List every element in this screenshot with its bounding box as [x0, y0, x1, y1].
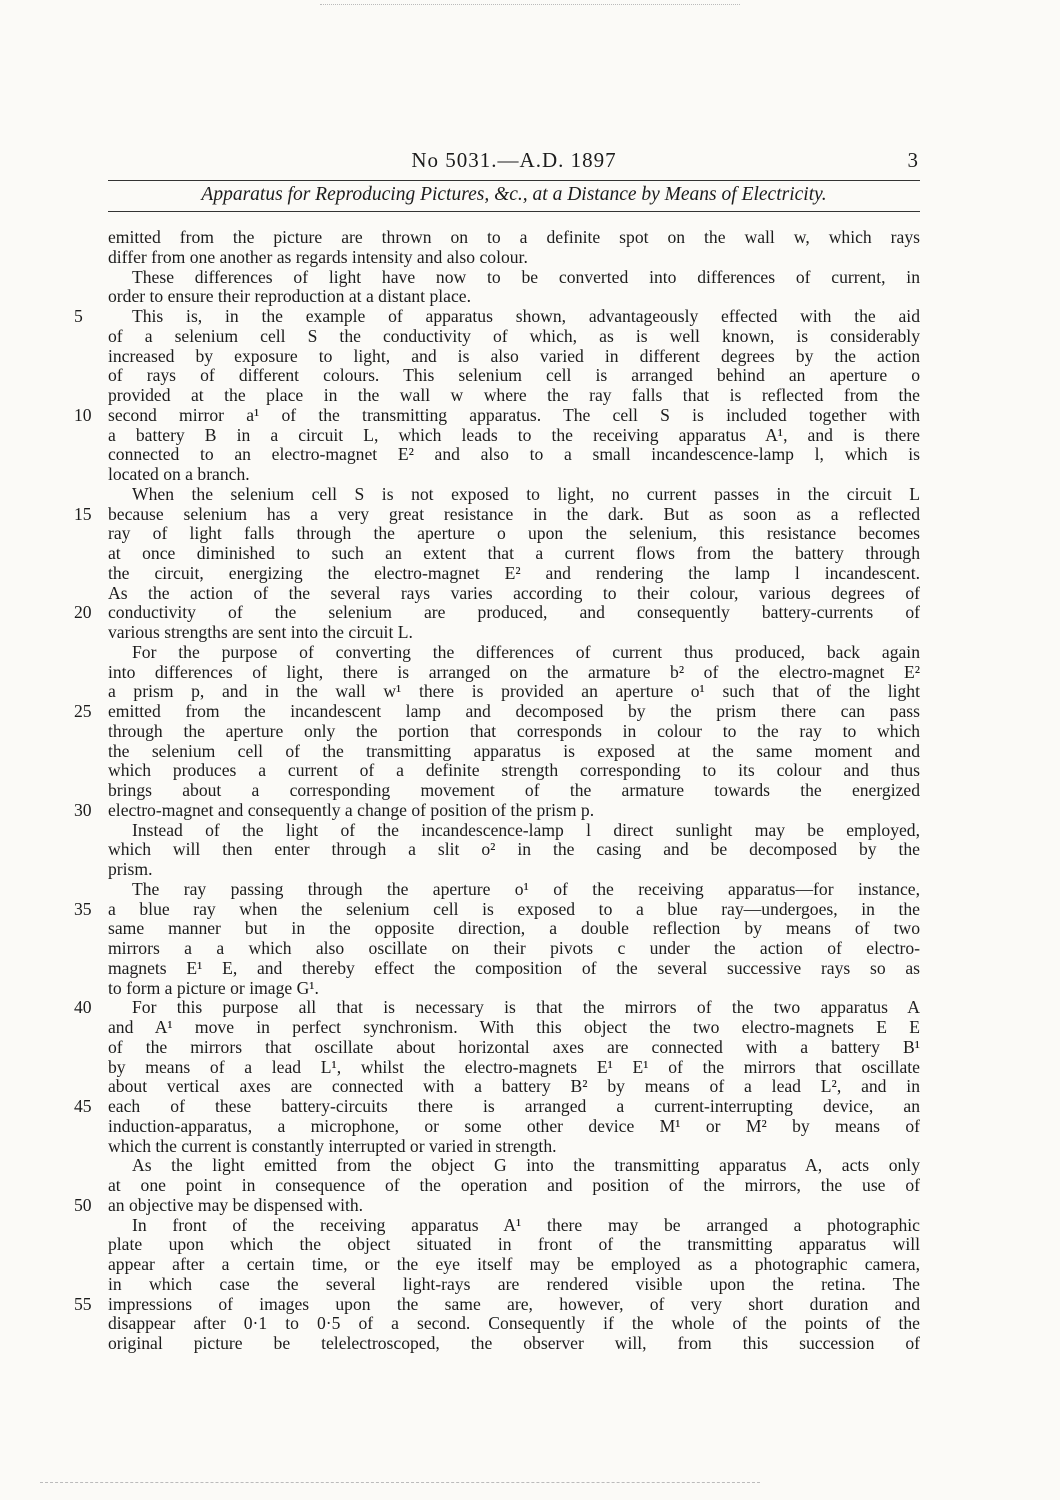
line-text: of the mirrors that oscillate about horizontal axes are connected with a battery B¹ — [108, 1036, 920, 1057]
text-line — [108, 1314, 920, 1334]
text-line — [108, 465, 920, 485]
text-line — [108, 1077, 920, 1097]
text-line — [74, 799, 920, 821]
line-text: located on a branch. — [108, 464, 250, 484]
text-line — [108, 860, 920, 880]
line-text: which produces a current of a definite strength corresponding to its colour and thus — [108, 760, 920, 781]
line-text: As the action of the several rays varies according to their colour, various degrees of — [108, 582, 920, 603]
line-text: emitted from the picture are thrown on to a definite spot on the wall w, which rays — [108, 227, 920, 247]
line-text: brings about a corresponding movement of the armature towards the energized — [108, 780, 920, 800]
text-line — [74, 503, 920, 525]
line-text: appear after a certain time, or the eye itself may be employed as a photographic camera, — [108, 1254, 920, 1274]
text-line — [108, 1176, 920, 1196]
text-line — [74, 701, 920, 722]
text-line — [108, 524, 920, 544]
line-number: 55 — [74, 1293, 92, 1314]
bottom-edge-specks — [40, 1482, 760, 1489]
line-number: 5 — [74, 306, 83, 326]
line-number: 35 — [74, 898, 92, 919]
text-line — [108, 426, 920, 446]
text-line — [108, 1275, 920, 1295]
patent-number: No 5031.—A.D. 1897 — [411, 148, 617, 172]
line-number: 50 — [74, 1194, 92, 1215]
line-text: same manner but in the opposite direction, a double reflection by means of two — [108, 918, 920, 939]
text-line — [108, 1137, 920, 1157]
line-text: order to ensure their reproduction at a distant place. — [108, 286, 471, 307]
line-text: These differences of light have now to be converted into differences of current, in — [132, 266, 920, 287]
line-text: connected to an electro-magnet E² and also to a small incandescence-lamp l, which is — [108, 444, 920, 465]
line-text: the circuit, energizing the electro-magnet E² and rendering the lamp l incandescent. — [108, 562, 920, 583]
line-text: because selenium has a very great resistance in the dark. But as soon as a reflected — [108, 503, 920, 524]
line-text: an objective may be dispensed with. — [108, 1194, 364, 1215]
line-text: a battery B in a circuit L, which leads to the receiving apparatus A¹, and is there — [108, 424, 920, 445]
text-line — [108, 959, 920, 979]
text-line — [108, 742, 920, 762]
text-line — [108, 564, 920, 584]
line-text: increased by exposure to light, and is also varied in different degrees by the action — [108, 345, 920, 366]
line-number: 15 — [74, 503, 92, 524]
line-text: of a selenium cell S the conductivity of which, as is well known, is considerably — [108, 325, 920, 346]
line-text: In front of the receiving apparatus A¹ there may be arranged a photographic — [132, 1214, 920, 1235]
line-text: induction-apparatus, a microphone, or some other device M¹ or M² by means of — [108, 1115, 920, 1136]
line-text: magnets E¹ E, and thereby effect the composition of the several successive rays so as — [108, 957, 920, 978]
text-line — [108, 643, 920, 663]
text-line — [108, 821, 920, 841]
text-line — [108, 663, 920, 683]
text-line — [108, 761, 920, 781]
page-header — [108, 148, 920, 178]
text-line — [108, 485, 920, 505]
line-text: plate upon which the object situated in front of the transmitting apparatus will — [108, 1234, 920, 1255]
line-text: into differences of light, there is arranged on the armature b² of the electro-magnet E² — [108, 661, 920, 682]
running-title: Apparatus for Reproducing Pictures, &c., at a Distance by Means of Electricity. — [201, 184, 827, 205]
text-line — [108, 584, 920, 604]
line-text: and A¹ move in perfect synchronism. With this object the two electro-magnets E E — [108, 1017, 920, 1037]
line-text: second mirror a¹ of the transmitting apparatus. The cell S is included together with — [108, 404, 920, 425]
line-text: electro-magnet and consequently a change of position of the prism p. — [108, 799, 595, 820]
text-line — [108, 248, 920, 268]
line-text: each of these battery-circuits there is arranged a current-interrupting device, an — [108, 1096, 920, 1116]
line-text: Instead of the light of the incandescence-lamp l direct sunlight may be employed, — [132, 819, 920, 840]
line-number: 10 — [74, 404, 92, 425]
line-text: about vertical axes are connected with a battery B² by means of a lead L², and in — [108, 1076, 920, 1097]
line-text: differ from one another as regards intensity and also colour. — [108, 246, 528, 267]
line-number: 30 — [74, 799, 92, 820]
page-number: 3 — [907, 148, 918, 172]
line-text: For this purpose all that is necessary is that the mirrors of the two apparatus A — [132, 997, 920, 1018]
line-number: 20 — [74, 602, 92, 623]
line-text: For the purpose of converting the differences of current thus produced, back again — [132, 641, 920, 662]
text-line — [108, 722, 920, 742]
line-text: provided at the place in the wall w where the ray falls that is reflected from the — [108, 385, 920, 405]
text-line — [108, 287, 920, 307]
text-line — [108, 1117, 920, 1137]
text-line — [108, 327, 920, 347]
line-text: ray of light falls through the aperture o upon the selenium, this resistance becomes — [108, 523, 920, 544]
line-text: at one point in consequence of the operation and position of the mirrors, the use of — [108, 1175, 920, 1195]
text-line — [74, 898, 920, 920]
text-line — [108, 1038, 920, 1058]
line-number: 45 — [74, 1096, 92, 1116]
line-text: a prism p, and in the wall w¹ there is provided an aperture o¹ such that of the light — [108, 681, 920, 702]
text-line — [108, 366, 920, 386]
text-line — [74, 404, 920, 426]
text-line — [108, 228, 920, 248]
text-line — [108, 919, 920, 939]
line-text: of rays of different colours. This selenium cell is arranged behind an aperture o — [108, 365, 920, 386]
line-text: emitted from the incandescent lamp and decomposed by the prism there can pass — [108, 701, 920, 721]
line-text: conductivity of the selenium are produced, and consequently battery-currents of — [108, 602, 920, 623]
line-text: a blue ray when the selenium cell is exposed to a blue ray—undergoes, in the — [108, 898, 920, 919]
line-text: impressions of images upon the same are, however, of very short duration and — [108, 1293, 920, 1314]
text-line — [108, 544, 920, 564]
text-line — [108, 268, 920, 288]
line-text: in which case the several light-rays are rendered visible upon the retina. The — [108, 1273, 920, 1294]
line-text: at once diminished to such an extent that a current flows from the battery through — [108, 543, 920, 563]
text-line — [74, 1194, 920, 1216]
text-line — [108, 781, 920, 801]
line-text: by means of a lead L¹, whilst the electro-magnets E¹ E¹ of the mirrors that oscillate — [108, 1056, 920, 1077]
text-line — [108, 1216, 920, 1236]
top-edge-specks — [320, 4, 740, 9]
line-number: 25 — [74, 701, 92, 721]
text-line — [74, 997, 920, 1018]
text-line — [108, 1018, 920, 1038]
text-line — [108, 880, 920, 900]
line-text: mirrors a a which also oscillate on their pivots c under the action of electro- — [108, 938, 920, 958]
text-line — [108, 623, 920, 643]
text-line — [74, 1293, 920, 1315]
text-line — [108, 939, 920, 959]
line-text: original picture be telelectroscoped, the observer will, from this succession of — [108, 1333, 920, 1353]
text-line — [108, 1255, 920, 1275]
body-text — [74, 227, 920, 1354]
line-text: which will then enter through a slit o² in the casing and be decomposed by the — [108, 839, 920, 860]
line-text: through the aperture only the portion that corresponds in colour to the ray to which — [108, 720, 920, 741]
text-line — [108, 347, 920, 367]
text-line — [108, 1235, 920, 1255]
text-line — [74, 306, 920, 327]
text-line — [108, 1334, 920, 1354]
header-rule-top — [108, 180, 920, 181]
text-line — [108, 682, 920, 702]
line-text: This is, in the example of apparatus shown, advantageously effected with the aid — [132, 306, 920, 326]
text-line — [108, 1156, 920, 1176]
text-line — [74, 602, 920, 623]
line-text: When the selenium cell S is not exposed to light, no current passes in the circuit L — [132, 483, 920, 504]
text-line — [108, 979, 920, 999]
line-text: As the light emitted from the object G into the transmitting apparatus A, acts only — [132, 1155, 920, 1176]
line-text: disappear after 0·1 to 0·5 of a second. Consequently if the whole of the points of the — [108, 1313, 920, 1334]
line-text: The ray passing through the aperture o¹ of the receiving apparatus—for instance, — [132, 878, 920, 899]
text-line — [108, 386, 920, 406]
text-line — [108, 1058, 920, 1078]
text-line — [74, 1096, 920, 1117]
line-text: which the current is constantly interrupted or varied in strength. — [108, 1135, 557, 1156]
text-line — [108, 840, 920, 860]
line-text: prism. — [108, 859, 153, 879]
line-text: the selenium cell of the transmitting apparatus is exposed at the same moment and — [108, 740, 920, 761]
text-line — [108, 445, 920, 465]
header-rule-bottom — [108, 211, 920, 212]
line-text: various strengths are sent into the circuit L. — [108, 622, 413, 642]
line-text: to form a picture or image G¹. — [108, 977, 319, 998]
line-number: 40 — [74, 997, 92, 1018]
